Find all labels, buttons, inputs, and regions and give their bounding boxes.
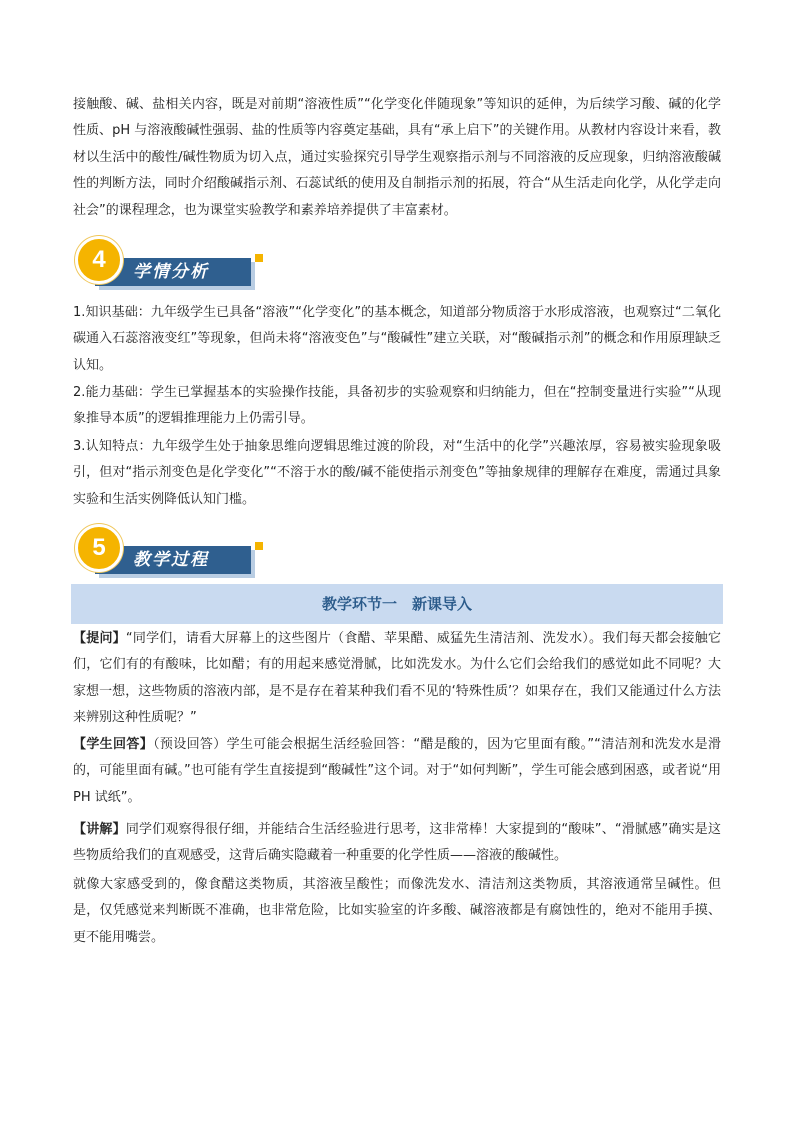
analysis-item-1: 1.知识基础：九年级学生已具备“溶液”“化学变化”的基本概念，知道部分物质溶于水形成溶液，也观察过“二氧化碳通入石蕊溶液变红”等现象，但尚未将“溶液变色”与“酸碱性”建立关联，对“酸碱指示剂”的概念和作用原理缺乏认知。 [73, 305, 721, 373]
question-text: “同学们，请看大屏幕上的这些图片（食醋、苹果醋、威猛先生清洁剂、洗发水）。我们每天都会接触它们，它们有的有酸味，比如醋；有的用起来感觉滑腻，比如洗发水。为什么它们会给我们的感觉如此不同呢？大家想一想，这些物质的溶液内部，是不是存在着某种我们看不见的‘特殊性质’？如果存在，我们又能通过什么方法来辨别这种性质呢？” [73, 631, 721, 726]
question-label: 【提问】 [73, 631, 126, 646]
answer-paragraph [73, 732, 721, 811]
answer-label: 【学生回答】 [73, 737, 154, 752]
analysis-item-2: 2.能力基础：学生已掌握基本的实验操作技能，具备初步的实验观察和归纳能力，但在“控制变量进行实验”“从现象推导本质”的逻辑推理能力上仍需引导。 [73, 385, 721, 427]
section-4-title: 学情分析 [133, 262, 209, 282]
section-4-number: 4 [92, 246, 106, 273]
teaching-stage-banner: 教学环节一 新课导入 [71, 584, 723, 624]
number-badge-icon [75, 236, 123, 284]
explain-paragraph [73, 817, 721, 870]
decor-square-icon [255, 542, 263, 550]
analysis-item-3: 3.认知特点：九年级学生处于抽象思维向逻辑思维过渡的阶段，对“生活中的化学”兴趣浓厚，容易被实验现象吸引，但对“指示剂变色是化学变化”“不溶于水的酸/碱不能使指示剂变色”等抽象规律的理解存在难度，需通过具象实验和生活实例降低认知门槛。 [73, 439, 721, 507]
section-4-heading [75, 236, 275, 288]
section-5-heading [75, 524, 275, 576]
explain-continuation: 就像大家感受到的，像食醋这类物质，其溶液呈酸性；而像洗发水、清洁剂这类物质，其溶液通常呈碱性。但是，仅凭感觉来判断既不准确，也非常危险，比如实验室的许多酸、碱溶液都是有腐蚀性的，绝对不能用手摸、更不能用嘴尝。 [73, 877, 721, 945]
answer-text: （预设回答）学生可能会根据生活经验回答：“醋是酸的，因为它里面有酸。”“清洁剂和洗发水是滑的，可能里面有碱。”也可能有学生直接提到“酸碱性”这个词。对于“如何判断”，学生可能会感到困惑，或者说“用 PH 试纸”。 [73, 737, 721, 805]
explain-text: 同学们观察得很仔细，并能结合生活经验进行思考，这非常棒！大家提到的“酸味”、“滑腻感”确实是这些物质给我们的直观感受，这背后确实隐藏着一种重要的化学性质——溶液的酸碱性。 [73, 822, 721, 864]
decor-square-icon [255, 254, 263, 262]
question-paragraph [73, 626, 721, 732]
number-badge-icon [75, 524, 123, 572]
section-5-title: 教学过程 [133, 550, 209, 570]
explain-label: 【讲解】 [73, 822, 126, 837]
intro-paragraph: 接触酸、碱、盐相关内容，既是对前期“溶液性质”“化学变化伴随现象”等知识的延伸，为后续学习酸、碱的化学性质、pH 与溶液酸碱性强弱、盐的性质等内容奠定基础，具有“承上启下”的关键作用。从教材内容设计来看，教材以生活中的酸性/碱性物质为切入点，通过实验探究引导学生观察指示剂与不同溶液的反应现象，归纳溶液酸碱性的判断方法，同时介绍酸碱指示剂、石蕊试纸的使用及自制指示剂的拓展，符合“从生活走向化学，从化学走向社会”的课程理念，也为课堂实验教学和素养培养提供了丰富素材。 [73, 97, 721, 218]
section-5-number: 5 [92, 534, 106, 561]
